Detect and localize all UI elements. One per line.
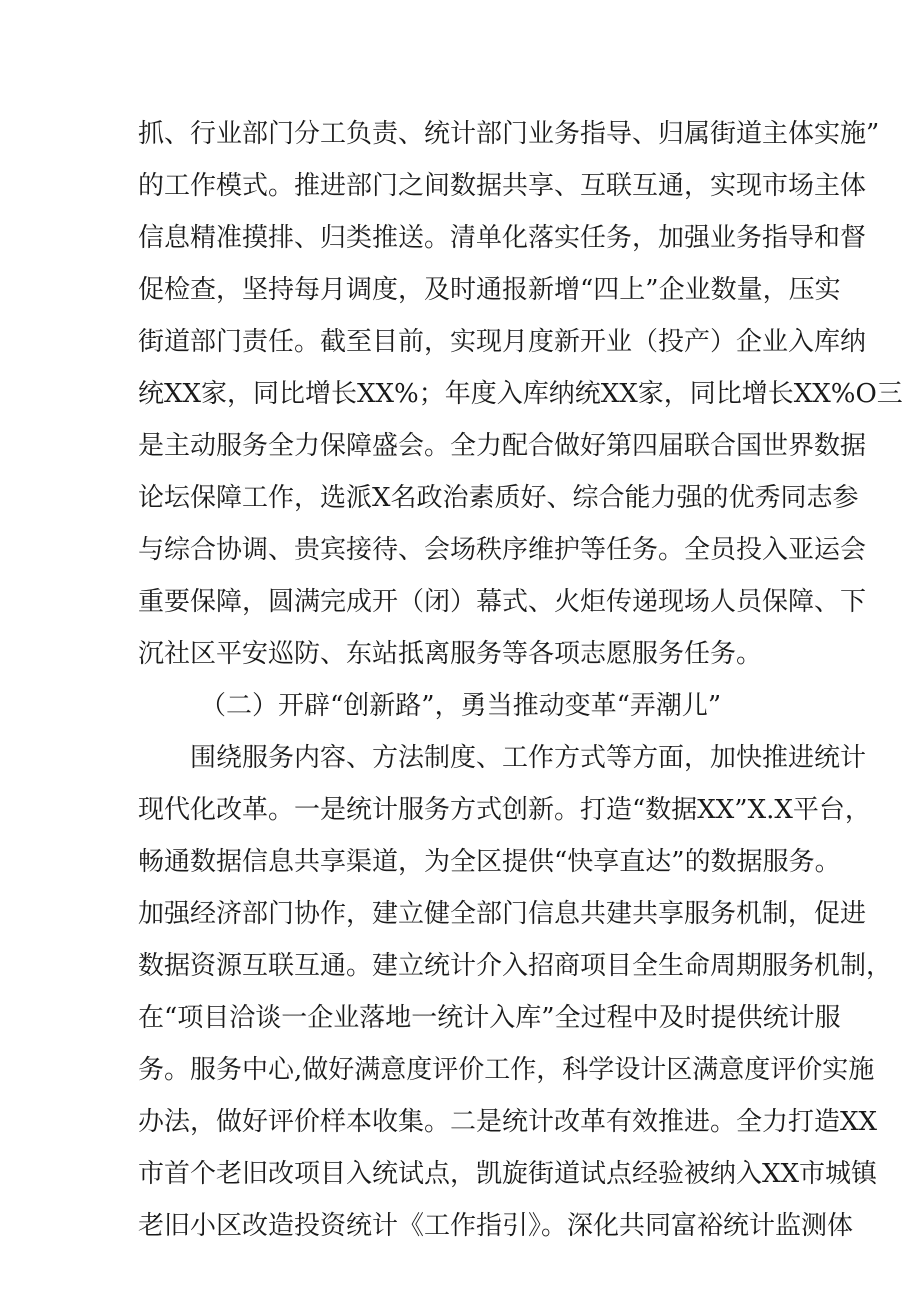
text-line: 街道部门责任。截至目前，实现月度新开业（投产）企业入库纳: [138, 327, 867, 357]
text-line: 加强经济部门协作，建立健全部门信息共建共享服务机制，促进: [138, 899, 867, 929]
text-line: 抓、行业部门分工负责、统计部门业务指导、归属街道主体实施”: [138, 119, 880, 149]
text-line: 现代化改革。一是统计服务方式创新。打造“数据XX”X.X平台，: [138, 795, 871, 825]
text-line: 市首个老旧改项目入统试点，凯旋街道试点经验被纳入XX市城镇: [138, 1159, 878, 1189]
text-line: 与综合协调、贵宾接待、会场秩序维护等任务。全员投入亚运会: [138, 535, 867, 565]
text-line: 信息精准摸排、归类推送。清单化落实任务，加强业务指导和督: [138, 223, 867, 253]
text-line: 是主动服务全力保障盛会。全力配合做好第四届联合国世界数据: [138, 431, 867, 461]
text-line: 数据资源互联互通。建立统计介入招商项目全生命周期服务机制，: [138, 951, 893, 981]
text-line: 统XX家，同比增长XX%；年度入库纳统XX家，同比增长XX%O三: [138, 379, 903, 409]
text-line: 的工作模式。推进部门之间数据共享、互联互通，实现市场主体: [138, 171, 867, 201]
text-line: 畅通数据信息共享渠道，为全区提供“快享直达”的数据服务。: [138, 847, 841, 877]
text-line: 老旧小区改造投资统计《工作指引》。深化共同富裕统计监测体: [138, 1211, 854, 1241]
text-line: 办法，做好评价样本收集。二是统计改革有效推进。全力打造XX: [138, 1107, 878, 1137]
text-line: 论坛保障工作，选派X名政治素质好、综合能力强的优秀同志参: [138, 483, 859, 513]
paragraph-first-line: 围绕服务内容、方法制度、工作方式等方面，加快推进统计: [190, 743, 867, 773]
text-line: 务。服务中心,做好满意度评价工作，科学设计区满意度评价实施: [138, 1055, 875, 1085]
paragraph-end-line: 沉社区平安巡防、东站抵离服务等各项志愿服务任务。: [138, 639, 763, 669]
text-line: 重要保障，圆满完成开（闭）幕式、火炬传递现场人员保障、下: [138, 587, 867, 617]
document-body: [138, 108, 903, 1252]
text-line: 促检查，坚持每月调度，及时通报新增“四上”企业数量，压实: [138, 275, 841, 305]
section-heading: （二）开辟“创新路”，勇当推动变革“弄潮儿”: [200, 691, 722, 721]
text-line: 在“项目洽谈一企业落地一统计入库”全过程中及时提供统计服: [138, 1003, 841, 1033]
